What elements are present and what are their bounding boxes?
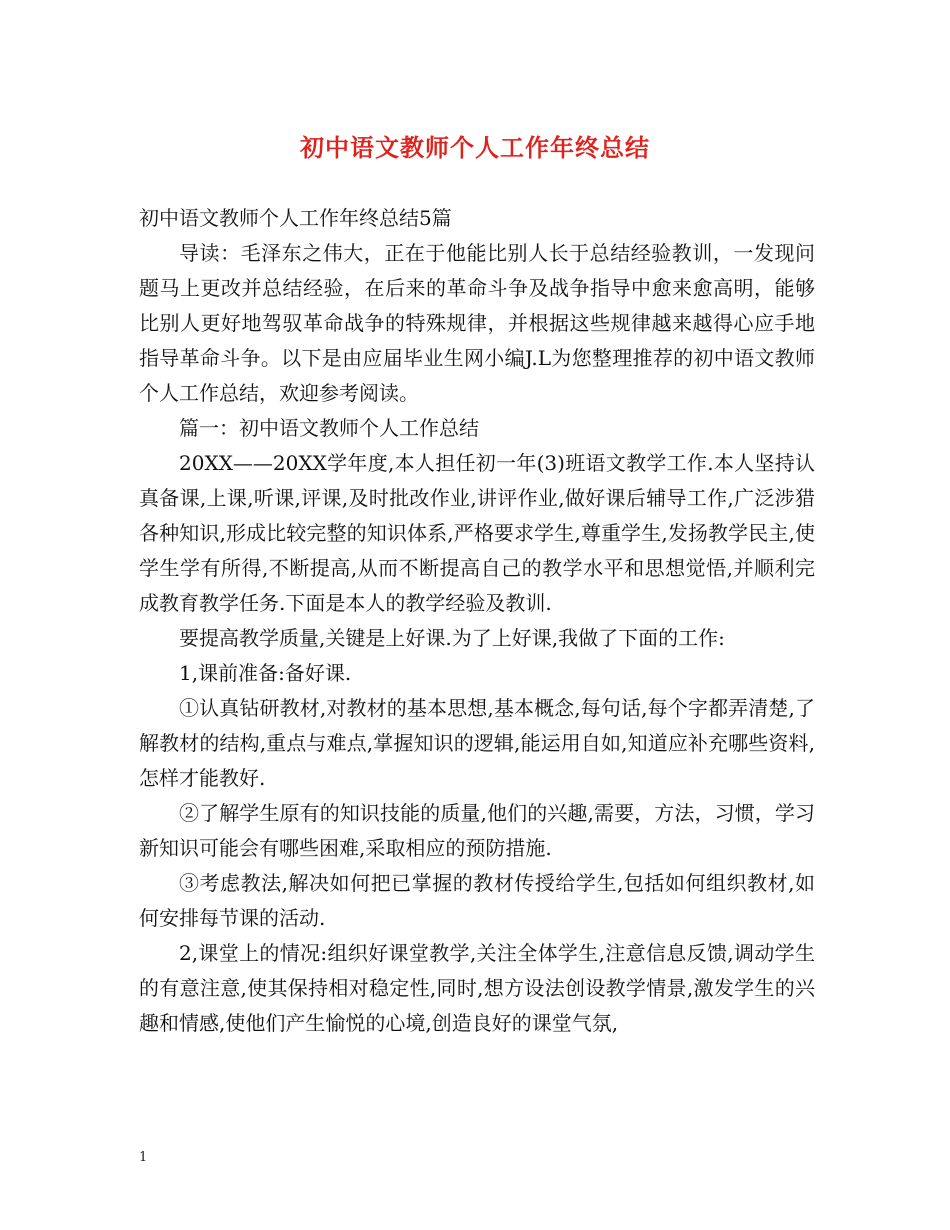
body-paragraph: 要提高教学质量,关键是上好课.为了上好课,我做了下面的工作: [179,626,725,650]
list-item: ①认真钻研教材,对教材的基本思想,基本概念,每句话,每个字都弄清楚,了解教材的结构,重点与难点,掌握知识的逻辑,能运用自如,知道应补充哪些资料,怎样才能教好. [139,696,815,790]
page-number: 1 [139,1150,148,1165]
list-item: ②了解学生原有的知识技能的质量,他们的兴趣,需要，方法，习惯，学习新知识可能会有哪些困难,采取相应的预防措施. [139,801,815,860]
document-title: 初中语文教师个人工作年终总结 [300,133,650,162]
body-paragraph: 20XX——20XX学年度,本人担任初一年(3)班语文教学工作.本人坚持认真备课,上课,听课,评课,及时批改作业,讲评作业,做好课后辅导工作,广泛涉猎各种知识,形成比较完整的知识体系,严格要求学生,尊重学生,发扬教学民主,使学生学有所得,不断提高,从而不断提高自己的教学水平和思想觉悟,并顺利完成教育教学任务.下面是本人的教学经验及教训. [139,451,815,615]
list-heading: 2,课堂上的情况:组织好课堂教学,关注全体学生,注意信息反馈,调动学生的有意注意,使其保持相对稳定性,同时,想方设法创设教学情景,激发学生的兴趣和情感,使他们产生愉悦的心境,创造良好的课堂气氛, [139,941,815,1035]
section-heading: 篇一：初中语文教师个人工作总结 [179,416,479,440]
list-item: ③考虑教法,解决如何把已掌握的教材传授给学生,包括如何组织教材,如何安排每节课的活动. [139,871,815,930]
intro-paragraph: 导读：毛泽东之伟大，正在于他能比别人长于总结经验教训，一发现问题马上更改并总结经验，在后来的革命斗争及战争指导中愈来愈高明，能够比别人更好地驾驭革命战争的特殊规律，并根据这些规律越来越得心应手地指导革命斗争。以下是由应届毕业生网小编J.L为您整理推荐的初中语文教师个人工作总结，欢迎参考阅读。 [139,241,815,405]
subtitle-paragraph: 初中语文教师个人工作年终总结5篇 [139,206,452,230]
list-heading: 1,课前准备:备好课. [179,661,352,685]
document-body [139,201,815,1041]
